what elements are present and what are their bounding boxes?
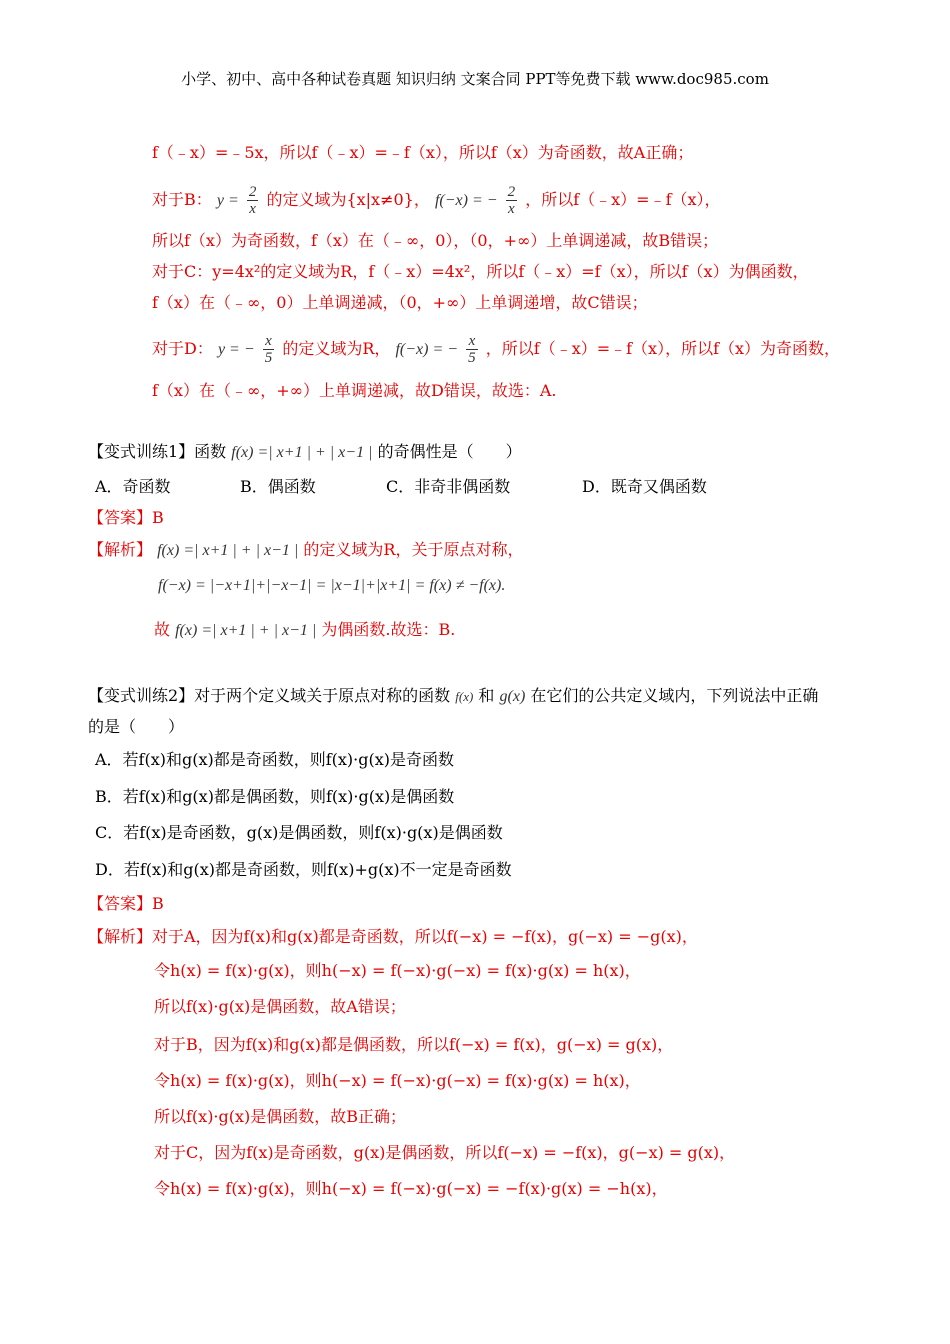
y-expression: y = (216, 192, 239, 209)
solution-line-3: 所以f（x）为奇函数，f（x）在（﹣∞，0），（0，+∞）上单调递减，故B错误； (152, 231, 719, 250)
q1-solution-tail: 的定义域为R，关于原点对称， (303, 540, 524, 559)
q2-option-c: C．若f(x)是奇函数，g(x)是偶函数，则f(x)·g(x)是偶函数 (95, 823, 503, 842)
page-header: 小学、初中、高中各种试卷真题 知识归纳 文案合同 PPT等免费下载 www.doc985.com (181, 70, 769, 88)
q2-gx: g(x) (499, 688, 526, 705)
q1-title: 【变式训练1】函数 (88, 442, 227, 461)
fraction-numerator: 2 (507, 184, 516, 200)
q1-solution-line-3 (154, 619, 455, 642)
q1-solution-line-1 (88, 539, 523, 562)
q2-option-d: D．若f(x)和g(x)都是奇函数，则f(x)+g(x)不一定是奇函数 (95, 860, 512, 879)
q2-solution-line-2: 令h(x) = f(x)·g(x)，则h(−x) = f(−x)·g(−x) = f(x)·g(x) = h(x)， (154, 961, 641, 980)
fraction-x-over-5 (263, 333, 275, 366)
q2-option-a: A．若f(x)和g(x)都是奇函数，则f(x)·g(x)是奇函数 (95, 750, 455, 769)
conclusion-text: ，所以f（﹣x）=﹣f（x），所以f（x）为奇函数， (485, 339, 841, 358)
solution-line-4: 对于C：y=4x²的定义域为R，f（﹣x）=4x²，所以f（﹣x）=f（x），所以f（x）为偶函数， (152, 262, 809, 281)
q1-question (88, 441, 522, 464)
fraction-2-over-x (247, 184, 259, 217)
fraction-denominator: 5 (468, 350, 476, 366)
q1-solution-expr: f(x) =| x+1 | + | x−1 | (157, 542, 299, 559)
solution-line-5: f（x）在（﹣∞，0）上单调递减，（0，+∞）上单调递增，故C错误； (152, 293, 648, 312)
q2-option-b: B．若f(x)和g(x)都是偶函数，则f(x)·g(x)是偶函数 (95, 787, 455, 806)
q2-solution-line-7: 对于C，因为f(x)是奇函数，g(x)是偶函数，所以f(−x) = −f(x)，g(−x) = g(x)， (154, 1143, 736, 1162)
solution-line-6 (152, 333, 840, 366)
q2-solution-line-8: 令h(x) = f(x)·g(x)，则h(−x) = f(−x)·g(−x) = −f(x)·g(x) = −h(x)， (154, 1179, 668, 1198)
domain-text: 的定义域为{x|x≠0}， (266, 190, 430, 209)
q1-answer: 【答案】B (88, 508, 164, 527)
q1-tail: 的奇偶性是（ ） (377, 442, 522, 461)
q1-option-d: D．既奇又偶函数 (582, 477, 707, 496)
f-neg-x-expression: f(−x) = − (395, 341, 459, 358)
fraction-denominator: x (249, 201, 256, 217)
q2-and: 和 (478, 686, 495, 705)
q2-solution-line-1: 【解析】对于A，因为f(x)和g(x)都是奇函数，所以f(−x) = −f(x)，g(−x) = −g(x)， (88, 927, 698, 946)
q2-title: 【变式训练2】对于两个定义域关于原点对称的函数 (88, 686, 451, 705)
q2-title-b: 在它们的公共定义域内，下列说法中正确 (530, 686, 819, 705)
q2-question-line-2: 的是（ ） (88, 717, 185, 736)
q1-function-expr: f(x) =| x+1 | + | x−1 | (231, 444, 373, 461)
q1-conclusion-tail: 为偶函数.故选：B. (321, 620, 456, 639)
solution-line-1: f（﹣x）=﹣5x，所以f（﹣x）=﹣f（x），所以f（x）为奇函数，故A正确； (152, 143, 694, 162)
f-neg-x-expression: f(−x) = − (434, 192, 498, 209)
conclusion-text: ，所以f（﹣x）=﹣f（x）， (525, 190, 721, 209)
solution-line-2 (152, 184, 721, 217)
q1-option-a: A．奇函数 (95, 477, 171, 496)
q1-therefore: 故 (154, 620, 171, 639)
q2-solution-line-6: 所以f(x)·g(x)是偶函数，故B正确； (154, 1107, 407, 1126)
option-d-prefix: 对于D： (152, 339, 213, 358)
q2-answer: 【答案】B (88, 894, 164, 913)
option-b-prefix: 对于B： (152, 190, 212, 209)
domain-text: 的定义域为R， (282, 339, 391, 358)
y-expression: y = − (217, 341, 255, 358)
fraction-numerator: x (263, 333, 275, 350)
q1-solution-label: 【解析】 (88, 540, 153, 559)
fraction-denominator: x (508, 201, 515, 217)
q1-option-c: C．非奇非偶函数 (386, 477, 511, 496)
fraction-x-over-5-second (466, 333, 478, 366)
q1-conclusion-expr: f(x) =| x+1 | + | x−1 | (175, 622, 317, 639)
fraction-denominator: 5 (264, 350, 273, 366)
solution-line-7: f（x）在（﹣∞，+∞）上单调递减，故D错误，故选：A. (152, 381, 557, 400)
q2-fx: f(x) (455, 689, 474, 704)
fraction-numerator: x (466, 333, 478, 350)
q1-solution-line-2: f(−x) = |−x+1|+|−x−1| = |x−1|+|x+1| = f(x) ≠ −f(x). (158, 577, 506, 594)
fraction-2-over-x-second (506, 184, 518, 217)
q2-solution-line-5: 令h(x) = f(x)·g(x)，则h(−x) = f(−x)·g(−x) = f(x)·g(x) = h(x)， (154, 1071, 641, 1090)
q2-solution-line-4: 对于B，因为f(x)和g(x)都是偶函数，所以f(−x) = f(x)，g(−x) = g(x)， (154, 1035, 674, 1054)
fraction-numerator: 2 (248, 184, 257, 200)
q2-solution-line-3: 所以f(x)·g(x)是偶函数，故A错误； (154, 997, 406, 1016)
q2-question-line-1 (88, 685, 818, 708)
q1-option-b: B．偶函数 (240, 477, 316, 496)
